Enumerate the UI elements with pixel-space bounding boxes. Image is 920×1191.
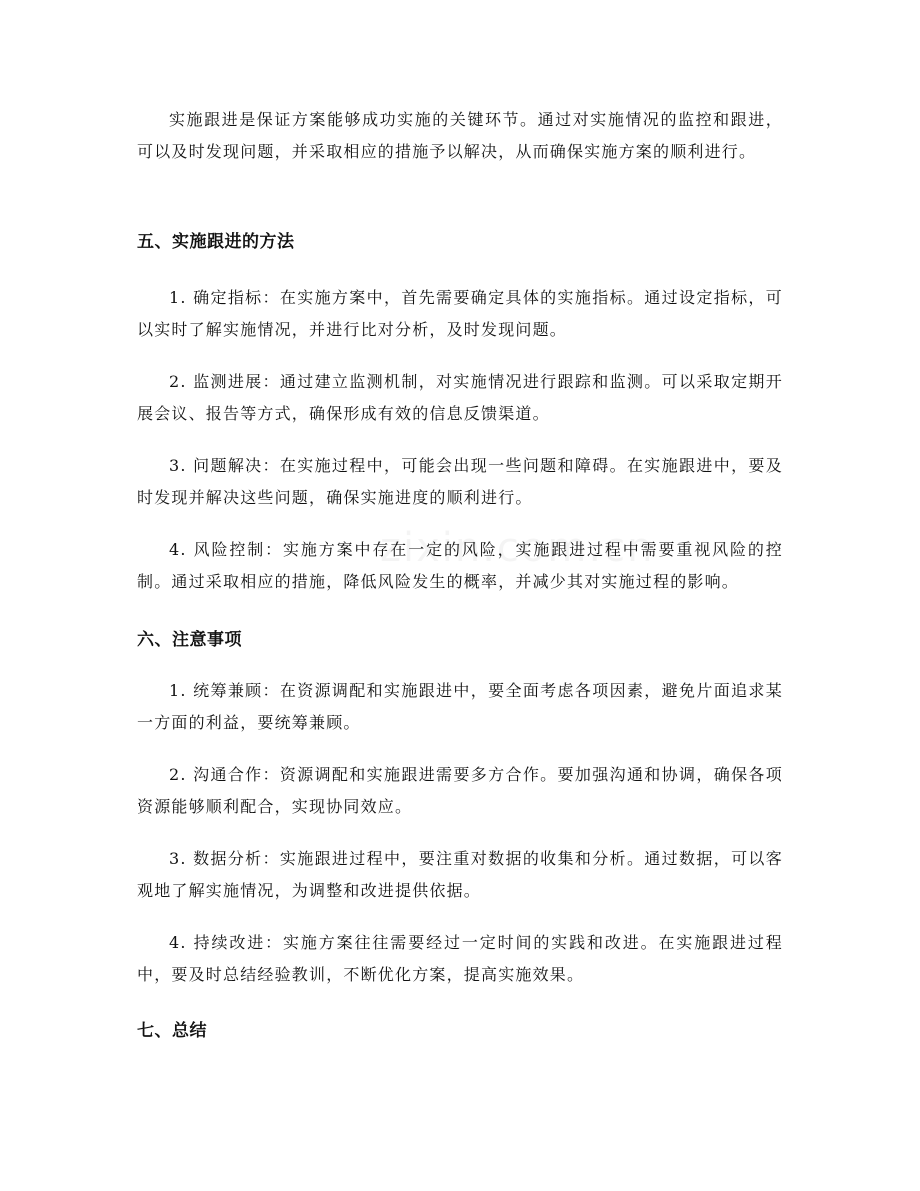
section-heading-methods: 五、实施跟进的方法 xyxy=(137,232,295,252)
method-item-4 xyxy=(137,534,783,598)
section-heading-notes: 六、注意事项 xyxy=(137,630,242,650)
method-item-2 xyxy=(137,366,783,430)
section-heading-summary: 七、总结 xyxy=(137,1021,207,1041)
note-item-4-text: 4. 持续改进：实施方案往往需要经过一定时间的实践和改进。在实施跟进过程中，要及时总结经验教训，不断优化方案，提高实施效果。 xyxy=(137,933,783,984)
note-item-1-text: 1. 统筹兼顾：在资源调配和实施跟进中，要全面考虑各项因素，避免片面追求某一方面的利益，要统筹兼顾。 xyxy=(137,681,783,732)
method-item-3-text: 3. 问题解决：在实施过程中，可能会出现一些问题和障碍。在实施跟进中，要及时发现并解决这些问题，确保实施进度的顺利进行。 xyxy=(137,456,783,507)
intro-text: 实施跟进是保证方案能够成功实施的关键环节。通过对实施情况的监控和跟进，可以及时发现问题，并采取相应的措施予以解决，从而确保实施方案的顺利进行。 xyxy=(137,110,783,161)
method-item-1-text: 1. 确定指标：在实施方案中，首先需要确定具体的实施指标。通过设定指标，可以实时了解实施情况，并进行比对分析，及时发现问题。 xyxy=(137,288,783,339)
intro-paragraph xyxy=(137,104,783,168)
method-item-2-text: 2. 监测进展：通过建立监测机制，对实施情况进行跟踪和监测。可以采取定期开展会议、报告等方式，确保形成有效的信息反馈渠道。 xyxy=(137,372,783,423)
method-item-3 xyxy=(137,450,783,514)
note-item-4 xyxy=(137,927,783,991)
method-item-4-text: 4. 风险控制：实施方案中存在一定的风险，实施跟进过程中需要重视风险的控制。通过采取相应的措施，降低风险发生的概率，并减少其对实施过程的影响。 xyxy=(137,540,783,591)
note-item-2-text: 2. 沟通合作：资源调配和实施跟进需要多方合作。要加强沟通和协调，确保各项资源能够顺利配合，实现协同效应。 xyxy=(137,765,783,816)
note-item-1 xyxy=(137,675,783,739)
note-item-2 xyxy=(137,759,783,823)
note-item-3 xyxy=(137,843,783,907)
method-item-1 xyxy=(137,282,783,346)
note-item-3-text: 3. 数据分析：实施跟进过程中，要注重对数据的收集和分析。通过数据，可以客观地了解实施情况，为调整和改进提供依据。 xyxy=(137,849,783,900)
